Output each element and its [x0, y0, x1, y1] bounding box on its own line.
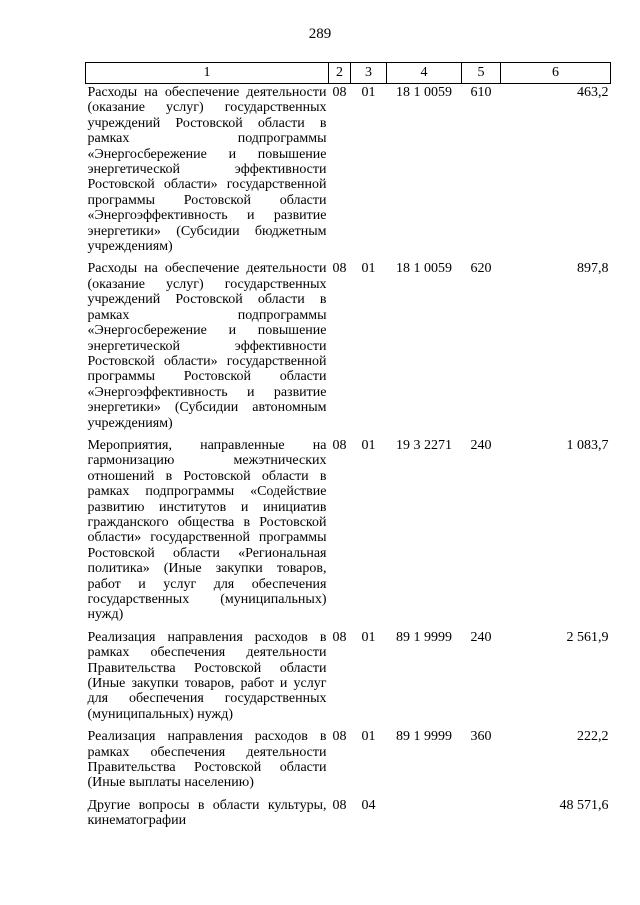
table-row	[86, 728, 611, 797]
row-amount: 463,2	[577, 85, 609, 100]
row-description: Реализация направления расходов в рамках обеспечения деятельности Правительства Ростовской области (Иные выплаты населению)	[87, 729, 327, 791]
header-cell-section: 2	[329, 63, 351, 84]
row-subsection: 01	[361, 729, 376, 745]
table-header-row	[86, 63, 611, 84]
row-amount: 48 571,6	[559, 797, 609, 813]
row-description: Мероприятия, направленные на гармонизацию межэтнических отношений в Ростовской области в рамках подпрограммы «Содействие развитию институтов и инициатив гражданского общества в Ростовской области» государственной программы Ростовской области «Региональная политика» (Иные закупки товаров, работ и услуг для обеспечения государственных (муниципальных) нужд)	[87, 437, 327, 623]
row-description: Расходы на обеспечение деятельности (оказание услуг) государственных учреждений Ростовской области в рамках подпрограммы «Энергосбережение и повышение энергетической эффективности Ростовской области» государственной программы Ростовской области «Энергоэффективность и развитие энергетики» (Субсидии бюджетным учреждениям)	[87, 85, 327, 255]
row-expense-type	[462, 797, 501, 835]
row-target-article: 18 1 0059	[396, 261, 452, 277]
row-target-article: 19 3 2271	[396, 437, 452, 453]
row-expense-type: 610	[470, 85, 492, 100]
row-subsection: 04	[361, 797, 376, 813]
row-amount: 222,2	[577, 729, 609, 745]
row-section: 08	[332, 629, 347, 645]
row-target-article: 89 1 9999	[396, 629, 452, 645]
row-section: 08	[332, 261, 347, 277]
row-amount: 2 561,9	[566, 629, 609, 645]
table-row	[86, 629, 611, 728]
row-section: 08	[332, 729, 347, 745]
row-target-article: 89 1 9999	[396, 729, 452, 745]
header-cell-amount: 6	[501, 63, 611, 84]
row-description: Реализация направления расходов в рамках обеспечения деятельности Правительства Ростовской области (Иные закупки товаров, работ и услуг для обеспечения государственных (муниципальных) нужд)	[87, 629, 327, 722]
row-subsection: 01	[361, 261, 376, 277]
row-target-article	[387, 797, 462, 835]
table-row	[86, 437, 611, 629]
row-expense-type: 240	[470, 629, 492, 645]
header-cell-target-article: 4	[387, 63, 462, 84]
header-cell-subsection: 3	[351, 63, 387, 84]
row-expense-type: 240	[470, 437, 492, 453]
row-section: 08	[332, 85, 347, 100]
budget-table	[85, 62, 611, 835]
row-subsection: 01	[361, 629, 376, 645]
row-section: 08	[332, 437, 347, 453]
table-row	[86, 84, 611, 261]
row-target-article: 18 1 0059	[396, 85, 452, 100]
row-subsection: 01	[361, 437, 376, 453]
row-expense-type: 360	[470, 729, 492, 745]
row-description: Расходы на обеспечение деятельности (оказание услуг) государственных учреждений Ростовской области в рамках подпрограммы «Энергосбережение и повышение энергетической эффективности Ростовской области» государственной программы Ростовской области «Энергоэффективность и развитие энергетики» (Субсидии автономным учреждениям)	[87, 261, 327, 431]
table-row	[86, 797, 611, 835]
row-section: 08	[332, 797, 347, 813]
table-row	[86, 260, 611, 436]
page-number: 289	[308, 26, 332, 42]
row-amount: 897,8	[577, 261, 609, 277]
row-description: Другие вопросы в области культуры, кинематографии	[87, 797, 327, 829]
row-amount: 1 083,7	[566, 437, 609, 453]
header-cell-expense-type: 5	[462, 63, 501, 84]
row-expense-type: 620	[470, 261, 492, 277]
row-subsection: 01	[361, 85, 376, 100]
header-cell-description: 1	[86, 63, 329, 84]
